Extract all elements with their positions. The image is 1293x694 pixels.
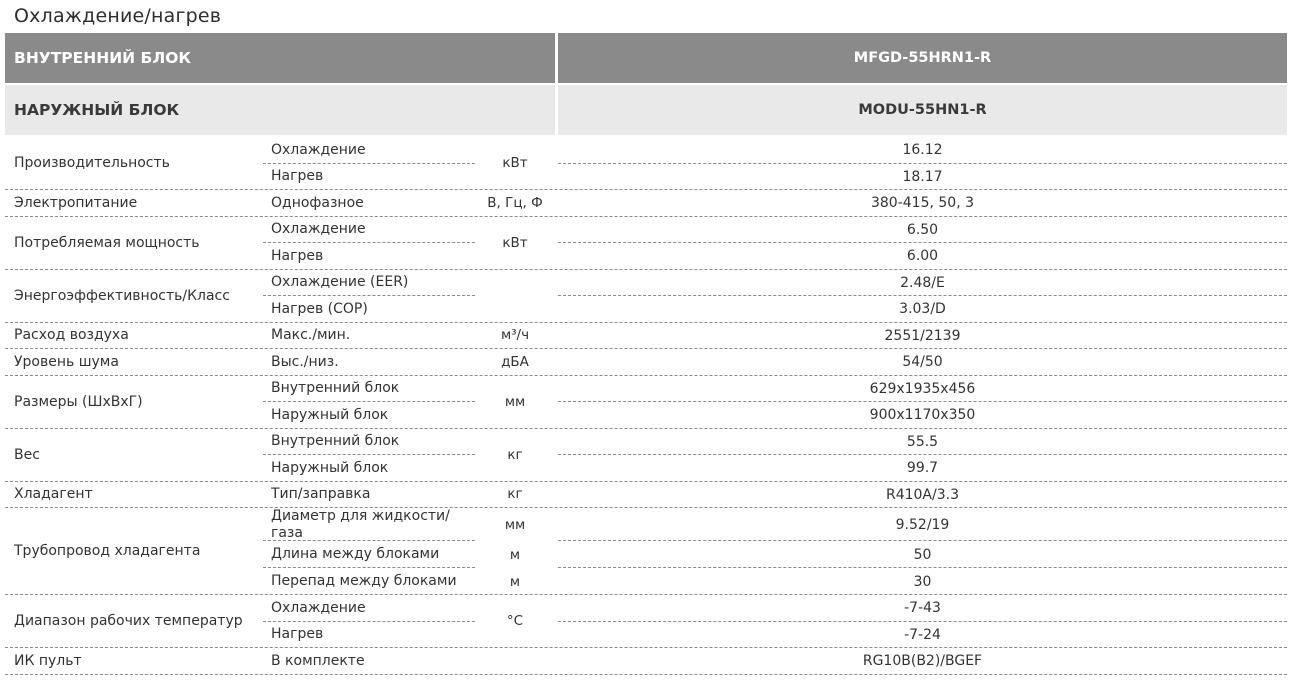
spec-table	[5, 33, 1287, 670]
spec-subrow-label: Охлаждение	[271, 221, 366, 238]
spec-row-name: Размеры (ШхВхГ)	[14, 393, 143, 410]
spec-subrow-value: 3.03/D	[899, 301, 946, 318]
spec-subrow-value: 30	[913, 573, 932, 590]
spec-subrow	[263, 568, 1287, 595]
spec-subrow-value: R410A/3.3	[885, 486, 959, 503]
spec-subrow-label: Наружный блок	[271, 459, 389, 476]
spec-subrow-label: Внутренний блок	[271, 433, 400, 450]
spec-row-name: Хладагент	[14, 486, 93, 503]
spec-row	[5, 648, 1287, 675]
spec-row	[5, 508, 1287, 595]
spec-subrow	[263, 164, 1287, 191]
spec-row	[5, 429, 1287, 482]
spec-subrow	[263, 376, 1287, 403]
outdoor-label: НАРУЖНЫЙ БЛОК	[14, 101, 180, 119]
spec-subrow	[263, 296, 1287, 323]
spec-subrow-unit: м	[509, 573, 521, 590]
spec-subrow	[263, 243, 1287, 270]
spec-subrow-label: Охлаждение	[271, 599, 366, 616]
spec-row	[5, 349, 1287, 376]
spec-subrow-label: В комплекте	[271, 652, 365, 669]
spec-row-name: Уровень шума	[14, 353, 119, 370]
spec-row	[5, 190, 1287, 217]
spec-subrow-label: Наружный блок	[271, 406, 389, 423]
spec-subrow-value: 2551/2139	[884, 327, 961, 344]
spec-subrow-value: 629x1935x456	[869, 380, 976, 397]
spec-subrow-value: 2.48/E	[900, 274, 945, 291]
spec-subrow	[263, 429, 1287, 456]
indoor-model: MFGD-55HRN1-R	[853, 50, 992, 66]
spec-subrow-value: 50	[913, 546, 932, 563]
spec-subrow	[263, 595, 1287, 622]
spec-row	[5, 137, 1287, 190]
spec-row-name: Вес	[14, 446, 40, 463]
spec-subrow-value: 9.52/19	[895, 516, 950, 533]
spec-subrow-value: -7-43	[904, 600, 941, 617]
spec-subrow	[263, 482, 1287, 509]
spec-row-unit: В, Гц, Ф	[487, 194, 543, 211]
spec-subrow-label: Однофазное	[271, 194, 364, 211]
spec-row-name: Энергоэффективность/Класс	[14, 287, 230, 304]
spec-row-name: Потребляемая мощность	[14, 234, 200, 251]
spec-row-unit: кг	[507, 446, 523, 463]
spec-subrow-value: 54/50	[902, 354, 943, 371]
spec-subrow-value: RG10B(B2)/BGEF	[862, 653, 983, 670]
spec-row-unit: м³/ч	[500, 327, 530, 344]
spec-subrow-value: 380-415, 50, 3	[870, 195, 975, 212]
spec-subrow-value: 16.12	[902, 142, 943, 159]
spec-row	[5, 376, 1287, 429]
spec-subrow	[263, 455, 1287, 482]
spec-subrow	[263, 137, 1287, 164]
spec-row-unit: кг	[507, 486, 523, 503]
spec-subrow-label: Нагрев	[271, 168, 324, 185]
spec-subrow-label: Выс./низ.	[271, 353, 339, 370]
spec-subrow	[263, 217, 1287, 244]
outdoor-model: MODU-55HN1-R	[858, 102, 987, 118]
spec-row	[5, 482, 1287, 509]
spec-subrow-value: 900x1170x350	[869, 407, 976, 424]
spec-row	[5, 595, 1287, 648]
spec-subrow-label: Тип/заправка	[271, 486, 371, 503]
spec-row-unit: кВт	[502, 155, 528, 171]
spec-subrow-label: Нагрев	[271, 626, 324, 643]
outdoor-header-row	[5, 85, 1287, 135]
spec-subrow	[263, 402, 1287, 429]
page-title: Охлаждение/нагрев	[14, 5, 222, 27]
spec-row-name: Электропитание	[14, 194, 138, 211]
spec-subrow	[263, 190, 1287, 217]
spec-subrow	[263, 508, 1287, 541]
spec-subrow-unit: мм	[504, 516, 526, 533]
spec-subrow-label: Внутренний блок	[271, 380, 400, 397]
spec-subrow-label: Диаметр для жидкости/ газа	[271, 507, 450, 541]
spec-subrow	[263, 648, 1287, 675]
spec-subrow-label: Охлаждение	[271, 141, 366, 158]
spec-row-name: ИК пульт	[14, 652, 82, 669]
spec-row	[5, 323, 1287, 350]
indoor-label: ВНУТРЕННИЙ БЛОК	[14, 49, 192, 67]
spec-row-name: Трубопровод хладагента	[14, 543, 201, 559]
spec-row-name: Расход воздуха	[14, 327, 129, 344]
spec-subrow-value: 6.00	[906, 248, 939, 265]
spec-subrow-label: Нагрев (COP)	[271, 300, 368, 317]
spec-row-unit: мм	[504, 393, 526, 410]
spec-row	[5, 217, 1287, 270]
spec-subrow-value: 6.50	[906, 221, 939, 238]
spec-row-unit: °С	[506, 613, 524, 629]
spec-subrow-value: 99.7	[906, 460, 939, 477]
spec-subrow-unit: м	[509, 546, 521, 563]
spec-subrow-label: Перепад между блоками	[271, 573, 457, 589]
spec-subrow-label: Нагрев	[271, 247, 324, 264]
spec-subrow	[263, 349, 1287, 376]
spec-subrow-label: Длина между блоками	[271, 546, 440, 562]
spec-subrow	[263, 622, 1287, 649]
spec-subrow	[263, 541, 1287, 568]
spec-subrow	[263, 323, 1287, 350]
spec-row-name: Производительность	[14, 155, 170, 171]
spec-row-unit: кВт	[502, 234, 528, 251]
spec-subrow-label: Макс./мин.	[271, 327, 351, 344]
spec-subrow-label: Охлаждение (EER)	[271, 274, 409, 291]
spec-subrow-value: 18.17	[902, 168, 943, 185]
spec-row-unit: дБА	[501, 353, 529, 370]
spec-subrow	[263, 270, 1287, 297]
spec-subrow-value: 55.5	[906, 433, 939, 450]
spec-subrow-value: -7-24	[904, 626, 941, 643]
spec-row	[5, 270, 1287, 323]
spec-row-name: Диапазон рабочих температур	[14, 613, 243, 629]
indoor-header-row	[5, 33, 1287, 83]
